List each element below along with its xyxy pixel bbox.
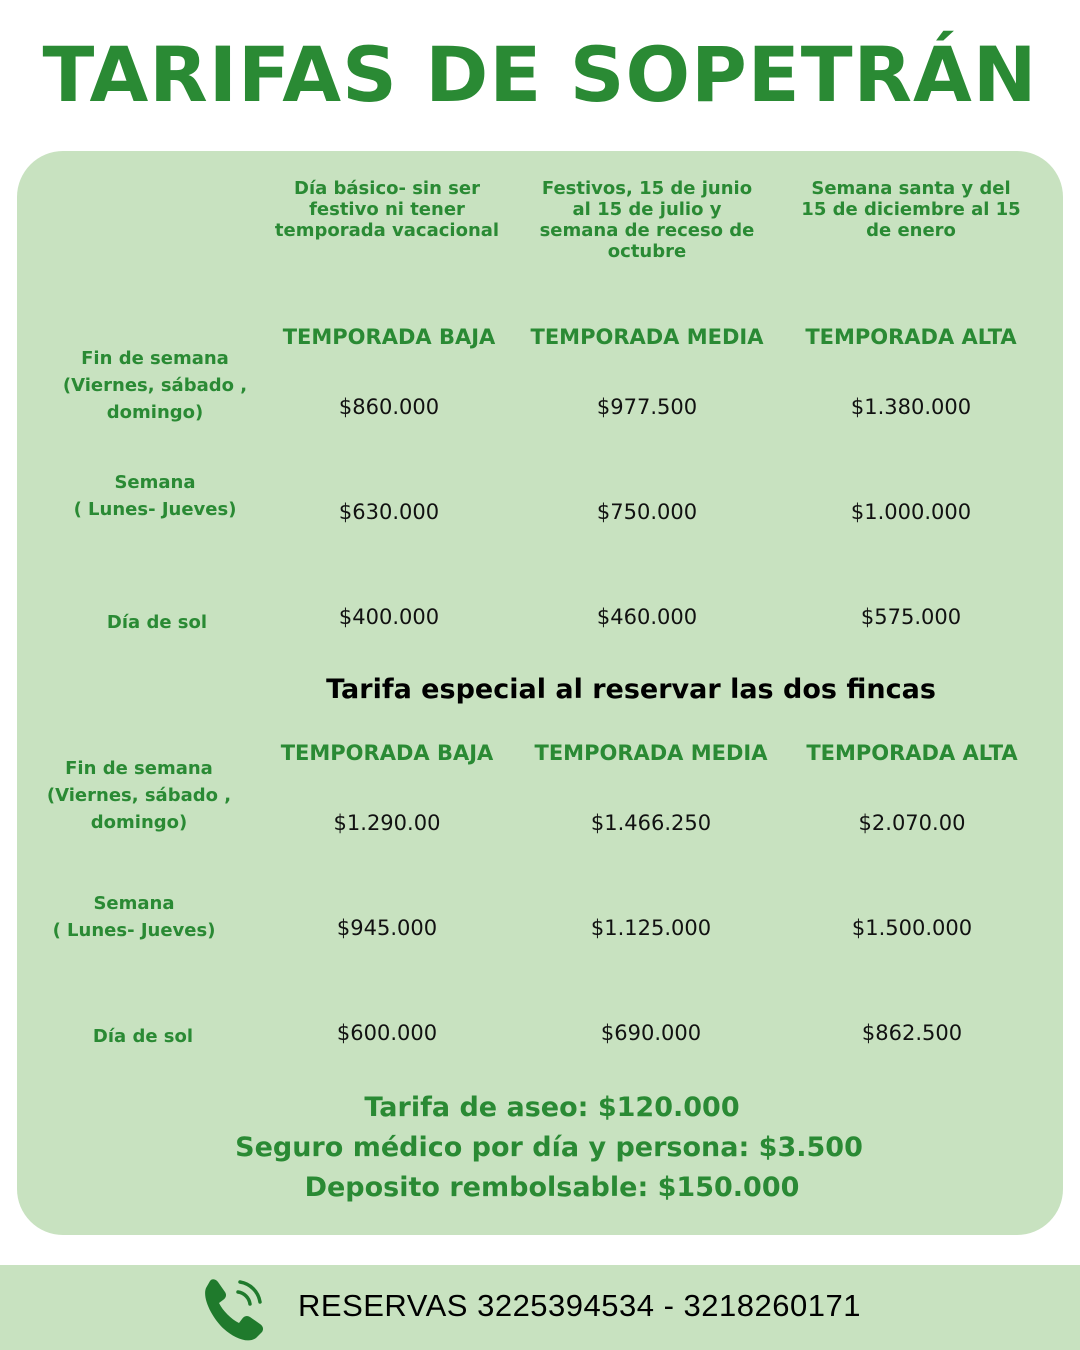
price-cell: $1.466.250	[590, 811, 712, 835]
price-cell: $1.500.000	[851, 916, 973, 940]
row-label-line: Fin de semana	[81, 348, 229, 369]
row-label-line: Día de sol	[106, 612, 208, 633]
row-label-line: Semana	[93, 893, 175, 914]
price-cell: $750.000	[596, 500, 698, 524]
price-cell: $630.000	[338, 500, 440, 524]
special-rate-title: Tarifa especial al reservar las dos fincas	[326, 674, 936, 705]
reservations-contact: RESERVAS 3225394534 - 3218260171	[298, 1288, 861, 1323]
row-label-line: ( Lunes- Jueves)	[73, 499, 237, 520]
fee-medical-insurance: Seguro médico por día y persona: $3.500	[235, 1132, 863, 1163]
price-cell: $1.000.000	[850, 500, 972, 524]
season-low: TEMPORADA BAJA	[280, 741, 494, 765]
row-label-line: Fin de semana	[65, 758, 213, 779]
season-medium: TEMPORADA MEDIA	[534, 741, 768, 765]
season-low: TEMPORADA BAJA	[282, 325, 496, 349]
row-label-line: domingo)	[106, 402, 204, 423]
phone-icon	[198, 1274, 268, 1344]
season-high: TEMPORADA ALTA	[806, 741, 1018, 765]
row-label-weekday	[24, 890, 244, 944]
row-label-line: Día de sol	[92, 1026, 194, 1047]
price-cell: $600.000	[336, 1021, 438, 1045]
row-label-line: domingo)	[90, 812, 188, 833]
page-title: TARIFAS DE SOPETRÁN	[42, 30, 1038, 119]
column-header-basic	[272, 178, 502, 241]
column-header-basic-text: Día básico- sin ser festivo ni tener temporada vacacional	[274, 178, 500, 241]
season-high: TEMPORADA ALTA	[805, 325, 1017, 349]
row-label-weekend	[45, 345, 265, 426]
price-cell: $945.000	[336, 916, 438, 940]
season-medium: TEMPORADA MEDIA	[530, 325, 764, 349]
row-label-line: Semana	[114, 472, 196, 493]
fee-cleaning: Tarifa de aseo: $120.000	[364, 1092, 740, 1123]
price-cell: $690.000	[600, 1021, 702, 1045]
row-label-day-pass	[47, 609, 267, 636]
column-header-holidays	[532, 178, 762, 262]
row-label-day-pass	[33, 1023, 253, 1050]
price-cell: $1.380.000	[850, 395, 972, 419]
price-cell: $400.000	[338, 605, 440, 629]
fee-refundable-deposit: Deposito rembolsable: $150.000	[304, 1172, 800, 1203]
price-cell: $862.500	[861, 1021, 963, 1045]
row-label-line: ( Lunes- Jueves)	[52, 920, 216, 941]
row-label-weekday	[45, 469, 265, 523]
row-label-weekend	[29, 755, 249, 836]
column-header-holidays-text: Festivos, 15 de junio al 15 de julio y semana de receso de octubre	[539, 178, 755, 262]
price-cell: $575.000	[860, 605, 962, 629]
column-header-high-season-text: Semana santa y del 15 de diciembre al 15 de enero	[801, 178, 1021, 241]
row-label-line: (Viernes, sábado ,	[46, 785, 232, 806]
price-cell: $1.290.00	[333, 811, 441, 835]
column-header-high-season	[796, 178, 1026, 241]
price-cell: $1.125.000	[590, 916, 712, 940]
row-label-line: (Viernes, sábado ,	[62, 375, 248, 396]
price-cell: $860.000	[338, 395, 440, 419]
price-cell: $2.070.00	[858, 811, 966, 835]
price-cell: $977.500	[596, 395, 698, 419]
price-cell: $460.000	[596, 605, 698, 629]
